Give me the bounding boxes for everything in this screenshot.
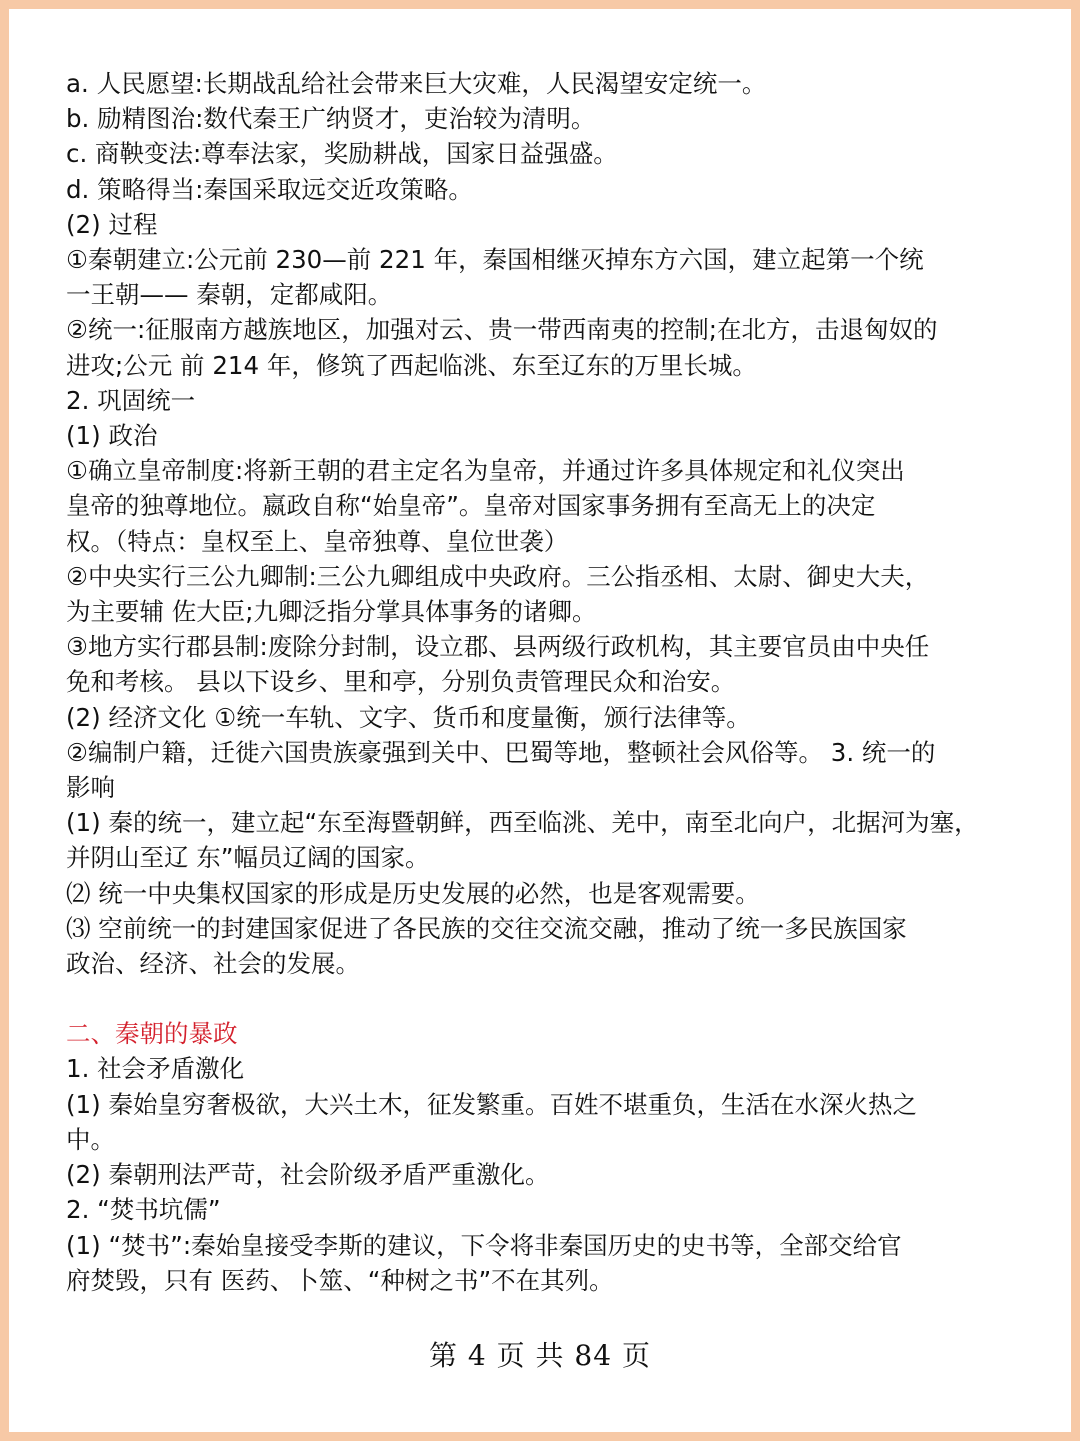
text-line: 为主要辅 佐大臣;九卿泛指分掌具体事务的诸卿。 — [66, 597, 597, 627]
subheading: 2. “焚书坑儒” — [66, 1195, 221, 1225]
subheading: (1) 政治 — [66, 421, 158, 451]
page-number-footer: 第 4 页 共 84 页 — [429, 1339, 651, 1372]
subheading: 1. 社会矛盾激化 — [66, 1054, 245, 1084]
text-line: ②统一:征服南方越族地区，加强对云、贵一带西南夷的控制;在北方，击退匈奴的 — [66, 315, 938, 345]
text-line: 府焚毁，只有 医药、卜筮、“种树之书”不在其列。 — [66, 1265, 614, 1295]
text-line: ⑵ 统一中央集权国家的形成是历史发展的必然，也是客观需要。 — [66, 878, 760, 908]
text-line: ②中央实行三公九卿制:三公九卿组成中央政府。三公指丞相、太尉、御史大夫， — [66, 561, 930, 591]
text-line: 中。 — [66, 1124, 115, 1154]
text-line: a. 人民愿望:长期战乱给社会带来巨大灾难，人民渴望安定统一。 — [66, 69, 767, 98]
text-line: ①秦朝建立:公元前 230—前 221 年，秦国相继灭掉东方六国，建立起第一个统 — [66, 245, 924, 275]
subheading: 2. 巩固统一 — [66, 385, 196, 415]
text-line: 一王朝—— 秦朝，定都咸阳。 — [66, 280, 393, 310]
text-line: ⑶ 空前统一的封建国家促进了各民族的交往交流交融，推动了统一多民族国家 — [66, 913, 907, 943]
text-line: (2) 秦朝刑法严苛，社会阶级矛盾严重激化。 — [66, 1160, 550, 1190]
text-line: (2) 经济文化 ①统一车轨、文字、货币和度量衡，颁行法律等。 — [66, 702, 751, 732]
text-line: 并阴山至辽 东”幅员辽阔的国家。 — [66, 843, 430, 873]
text-line: 影响 — [66, 773, 115, 803]
text-line: ②编制户籍，迁徙六国贵族豪强到关中、巴蜀等地，整顿社会风俗等。 3. 统一的 — [66, 737, 936, 767]
text-line: 权。（特点：皇权至上、皇帝独尊、皇位世袭） — [66, 526, 569, 556]
text-line: ①确立皇帝制度:将新王朝的君主定名为皇帝，并通过许多具体规定和礼仪突出 — [66, 456, 905, 486]
text-line: 免和考核。 县以下设乡、里和亭，分别负责管理民众和治安。 — [66, 667, 736, 697]
document-body — [66, 66, 1026, 1298]
text-line: 政治、经济、社会的发展。 — [66, 949, 360, 979]
text-line: ③地方实行郡县制:废除分封制，设立郡、县两级行政机构，其主要官员由中央任 — [66, 632, 930, 662]
text-line: d. 策略得当:秦国采取远交近攻策略。 — [66, 174, 473, 204]
text-line: (1) “焚书”:秦始皇接受李斯的建议，下令将非秦国历史的史书等，全部交给官 — [66, 1230, 902, 1260]
text-line: b. 励精图治:数代秦王广纳贤才，吏治较为清明。 — [66, 104, 596, 134]
text-line: 进攻;公元 前 214 年，修筑了西起临洮、东至辽东的万里长城。 — [66, 350, 757, 380]
subheading: (2) 过程 — [66, 209, 158, 239]
text-line: (1) 秦始皇穷奢极欲，大兴土木，征发繁重。百姓不堪重负，生活在水深火热之 — [66, 1089, 917, 1119]
text-line: (1) 秦的统一，建立起“东至海暨朝鲜，西至临洮、羌中，南至北向户，北据河为塞， — [66, 808, 979, 838]
text-line: 皇帝的独尊地位。嬴政自称“始皇帝”。皇帝对国家事务拥有至高无上的决定 — [66, 491, 876, 521]
text-line: c. 商鞅变法:尊奉法家，奖励耕战，国家日益强盛。 — [66, 139, 618, 169]
section-heading: 二、秦朝的暴政 — [66, 1019, 238, 1049]
